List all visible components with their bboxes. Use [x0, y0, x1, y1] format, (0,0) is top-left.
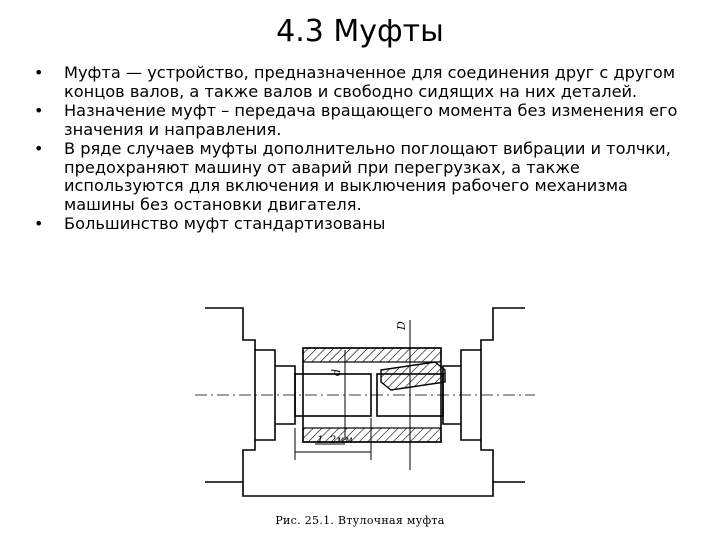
slide-title: 4.3 Муфты	[276, 14, 444, 49]
bullet-item	[34, 215, 694, 234]
bullet-text: В ряде случаев муфты дополнительно поглощают вибрации и толчки, предохраняют машину от аварий при перегрузках, а также используются для включения и выключения рабочего механизма машины без остановки двигателя.	[64, 139, 671, 214]
sleeve-coupling-drawing	[195, 300, 535, 510]
dim-label-d-inner: d	[330, 368, 343, 376]
bullet-dot-icon: •	[34, 214, 44, 233]
bullet-item	[34, 140, 694, 214]
bullet-list	[34, 64, 694, 235]
coupling-pin	[381, 362, 445, 390]
dim-label-d-top: D	[395, 321, 408, 330]
bullet-item	[34, 102, 694, 139]
bullet-dot-icon: •	[34, 101, 44, 120]
bullet-text: Назначение муфт – передача вращающего момента без изменения его значения и направления.	[64, 101, 678, 139]
bullet-text: Муфта — устройство, предназначенное для соединения друг с другом концов валов, а также валов и свободно сидящих на них деталей.	[64, 63, 676, 101]
base-line	[243, 482, 493, 496]
bullet-text: Большинство муфт стандартизованы	[64, 214, 386, 233]
bullet-dot-icon: •	[34, 63, 44, 82]
bullet-dot-icon: •	[34, 139, 44, 158]
gap-label: 1..2мм	[317, 435, 353, 446]
figure-caption: Рис. 25.1. Втулочная муфта	[275, 514, 445, 527]
bullet-item	[34, 64, 694, 101]
